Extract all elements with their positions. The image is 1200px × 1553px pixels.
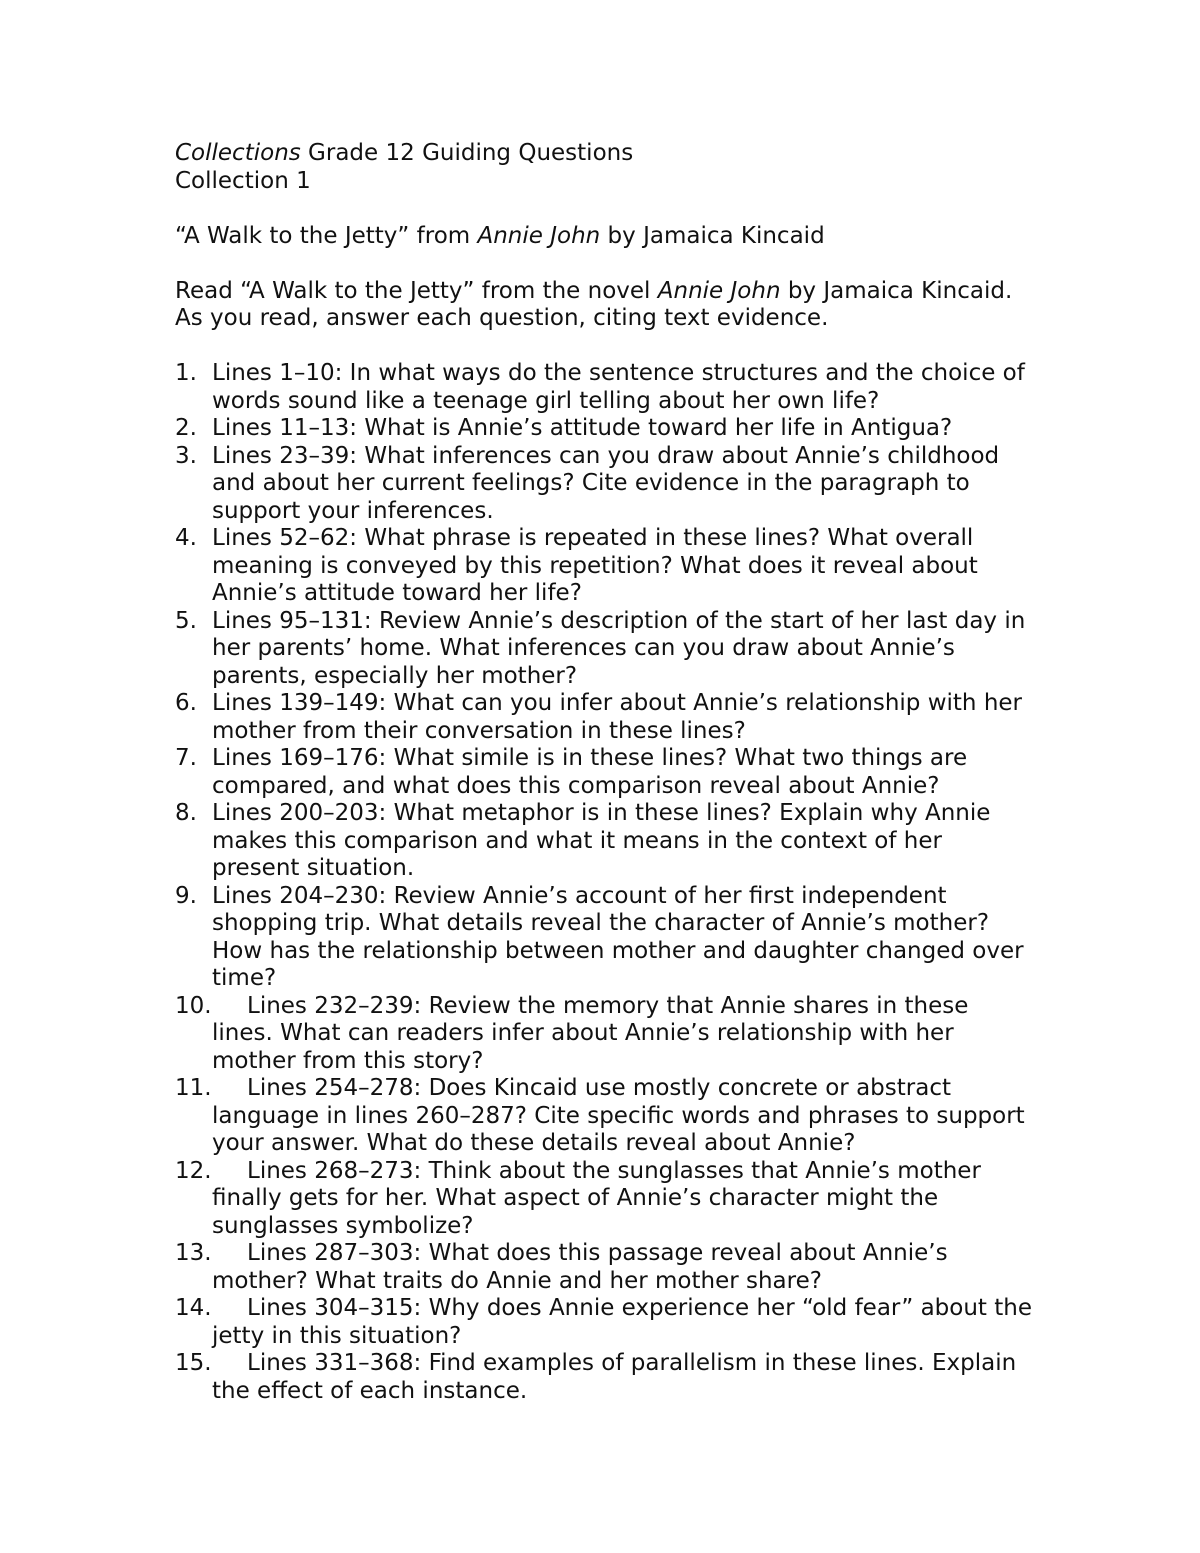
instructions-post: by Jamaica Kincaid. As you read, answer each question, citing text evidence. <box>175 277 1013 331</box>
collection-label: Collection 1 <box>175 167 311 194</box>
question-text: Lines 11–13: What is Annie’s attitude toward her life in Antigua? <box>212 415 953 441</box>
selection-title-pre: “A Walk to the Jetty” from <box>175 222 478 249</box>
question-item <box>175 745 1035 800</box>
document-title <box>175 140 1035 168</box>
instructions <box>175 278 1035 333</box>
spacer <box>175 250 1035 278</box>
question-item <box>175 1158 1035 1241</box>
question-number: 1. <box>175 360 197 386</box>
question-item <box>175 1240 1035 1295</box>
question-text: Lines 52–62: What phrase is repeated in these lines? What overall meaning is conveyed by this repetition? What does it reveal about Annie’s attitude toward her life? <box>212 525 978 606</box>
question-text: Lines 232–239: Review the memory that Annie shares in these lines. What can readers infer about Annie’s relationship with her mother from this story? <box>212 992 969 1074</box>
title-rest: Grade 12 Guiding Questions <box>300 140 634 166</box>
question-text: Lines 1–10: In what ways do the sentence structures and the choice of words sound like a teenage girl telling about her own life? <box>212 360 1025 414</box>
document-page <box>175 140 1035 1405</box>
question-text: Lines 23–39: What inferences can you draw about Annie’s childhood and about her current feelings? Cite evidence in the paragraph to support your inferences. <box>212 442 1000 524</box>
question-item <box>175 1075 1035 1158</box>
question-text: Lines 331–368: Find examples of parallelism in these lines. Explain the effect of each instance. <box>212 1350 1017 1404</box>
spacer <box>175 333 1035 361</box>
question-number: 15. <box>175 1350 212 1376</box>
question-text: Lines 95–131: Review Annie’s description of the start of her last day in her parents’ home. What inferences can you draw about Annie’s parents, especially her mother? <box>212 607 1026 689</box>
question-item <box>175 1295 1035 1350</box>
question-item <box>175 415 1035 443</box>
question-text: Lines 139–149: What can you infer about Annie’s relationship with her mother from their conversation in these lines? <box>212 690 1023 744</box>
question-number: 5. <box>175 607 197 634</box>
question-item <box>175 443 1035 526</box>
instructions-pre: Read “A Walk to the Jetty” from the novel <box>175 277 658 304</box>
question-item <box>175 993 1035 1076</box>
question-text: Lines 268–273: Think about the sunglasses that Annie’s mother finally gets for her. What aspect of Annie’s character might the sunglasses symbolize? <box>212 1157 981 1239</box>
question-number: 9. <box>175 882 197 909</box>
question-number: 8. <box>175 800 197 826</box>
question-number: 3. <box>175 442 197 469</box>
question-text: Lines 200–203: What metaphor is in these lines? Explain why Annie makes this comparison and what it means in the context of her present situation. <box>212 800 991 881</box>
question-text: Lines 304–315: Why does Annie experience her “old fear” about the jetty in this situation? <box>212 1295 1032 1349</box>
question-number: 13. <box>175 1240 212 1266</box>
question-item <box>175 800 1035 883</box>
question-item <box>175 525 1035 608</box>
question-text: Lines 254–278: Does Kincaid use mostly concrete or abstract language in lines 260–287? Cite specific words and phrases to support your answer. What do these details reveal about Annie? <box>212 1075 1025 1156</box>
selection-title <box>175 223 1035 251</box>
question-number: 4. <box>175 525 197 551</box>
question-list <box>175 360 1035 1405</box>
title-italic: Collections <box>175 140 301 166</box>
question-number: 10. <box>175 992 212 1019</box>
question-text: Lines 169–176: What simile is in these lines? What two things are compared, and what does this comparison reveal about Annie? <box>212 745 968 799</box>
question-item <box>175 360 1035 415</box>
question-item <box>175 608 1035 691</box>
question-number: 12. <box>175 1157 212 1184</box>
question-number: 11. <box>175 1075 212 1101</box>
question-item <box>175 690 1035 745</box>
question-item <box>175 1350 1035 1405</box>
selection-title-post: by Jamaica Kincaid <box>600 222 825 249</box>
question-number: 6. <box>175 690 197 716</box>
selection-book-title: Annie John <box>477 222 601 249</box>
question-number: 14. <box>175 1295 212 1321</box>
question-number: 7. <box>175 745 197 771</box>
spacer <box>175 195 1035 223</box>
question-text: Lines 287–303: What does this passage reveal about Annie’s mother? What traits do Annie and her mother share? <box>212 1240 948 1294</box>
question-text: Lines 204–230: Review Annie’s account of her first independent shopping trip. What details reveal the character of Annie’s mother? How has the relationship between mother and daughter changed over time? <box>212 882 1024 991</box>
question-item <box>175 883 1035 993</box>
instructions-book-title: Annie John <box>657 277 781 304</box>
question-number: 2. <box>175 415 197 441</box>
